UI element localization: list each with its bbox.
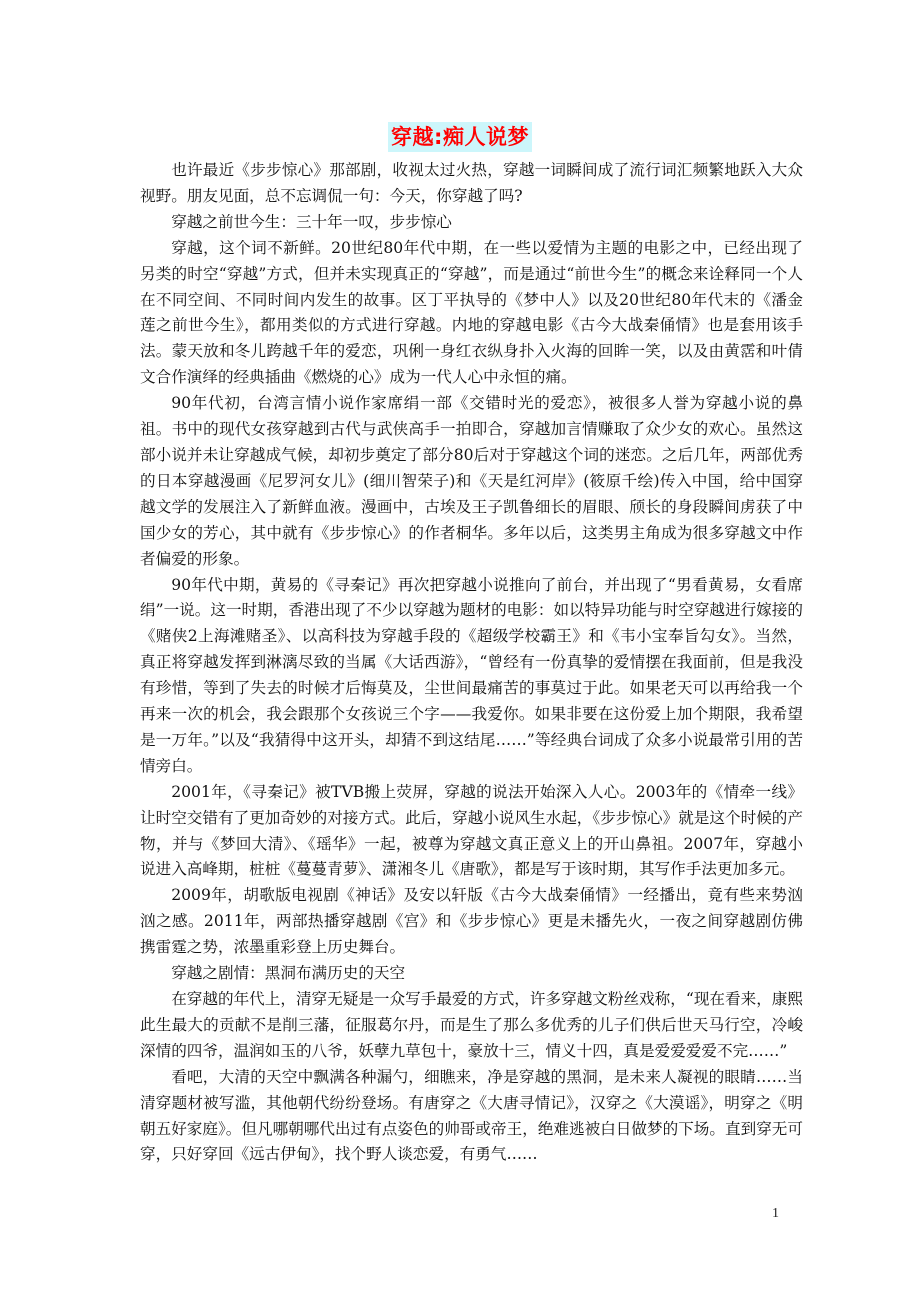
paragraph: 穿越，这个词不新鲜。20世纪80年代中期，在一些以爱情为主题的电影之中，已经出现了另类的时空“穿越”方式，但并未实现真正的“穿越”，而是通过“前世今生”的概念来诠释同一个人在不同空间、不同时间内发生的故事。区丁平执导的《梦中人》以及20世纪80年代末的《潘金莲之前世今生》，都用类似的方式进行穿越。内地的穿越电影《古今大战秦俑情》也是套用该手法。蒙天放和冬儿跨越千年的爱恋，巩俐一身红衣纵身扑入火海的回眸一笑，以及由黄霑和叶倩文合作演绎的经典插曲《燃烧的心》成为一代人心中永恒的痛。 [140,238,803,387]
paragraph: 2009年，胡歌版电视剧《神话》及安以轩版《古今大战秦俑情》一经播出，竟有些来势汹汹之感。2011年，两部热播穿越剧《宫》和《步步惊心》更是未播先火，一夜之间穿越剧仿佛携雷霆之势，浓墨重彩登上历史舞台。 [140,886,803,957]
paragraph: 90年代中期，黄易的《寻秦记》再次把穿越小说推向了前台，并出现了“男看黄易，女看席绢”一说。这一时期，香港出现了不少以穿越为题材的电影：如以特异功能与时空穿越进行嫁接的《赌侠2上海滩赌圣》、以高科技为穿越手段的《超级学校霸王》和《韦小宝奉旨勾女》。当然，真正将穿越发挥到淋漓尽致的当属《大话西游》，“曾经有一份真挚的爱情摆在我面前，但是我没有珍惜，等到了失去的时候才后悔莫及，尘世间最痛苦的事莫过于此。如果老天可以再给我一个再来一次的机会，我会跟那个女孩说三个字——我爱你。如果非要在这份爱上加个期限，我希望是一万年。”以及“我猜得中这开头，却猜不到这结尾……”等经典台词成了众多小说最常引用的苦情旁白。 [140,575,803,775]
section-heading-past-present: 穿越之前世今生：三十年一叹，步步惊心 [171,212,452,231]
page-number: 1 [772,1206,779,1221]
paragraph: 看吧，大清的天空中飘满各种漏勺，细瞧来，净是穿越的黑洞，是未来人凝视的眼睛……当清穿题材被写滥，其他朝代纷纷登场。有唐穿之《大唐寻情记》，汉穿之《大漠谣》，明穿之《明朝五好家庭》。但凡哪朝哪代出过有点姿色的帅哥或帝王，绝难逃被白日做梦的下场。直到穿无可穿，只好穿回《远古伊甸》，找个野人谈恋爱，有勇气…… [140,1067,803,1164]
paragraph-intro: 也许最近《步步惊心》那部剧，收视太过火热，穿越一词瞬间成了流行词汇频繁地跃入大众视野。朋友见面，总不忘调侃一句：今天，你穿越了吗? [140,161,803,205]
paragraph: 90年代初，台湾言情小说作家席绢一部《交错时光的爱恋》，被很多人誉为穿越小说的鼻祖。书中的现代女孩穿越到古代与武侠高手一拍即合，穿越加言情赚取了众少女的欢心。虽然这部小说并未让穿越成气候，却初步奠定了部分80后对于穿越这个词的迷恋。之后几年，两部优秀的日本穿越漫画《尼罗河女儿》(细川智荣子)和《天是红河岸》(筱原千绘)传入中国，给中国穿越文学的发展注入了新鲜血液。漫画中，古埃及王子凯鲁细长的眉眼、颀长的身段瞬间虏获了中国少女的芳心，其中就有《步步惊心》的作者桐华。多年以后，这类男主角成为很多穿越文中作者偏爱的形象。 [140,394,803,568]
document-body [140,158,803,1168]
title-container [0,122,920,152]
paragraph: 2001年，《寻秦记》被TVB搬上荧屏，穿越的说法开始深入人心。2003年的《情牵一线》让时空交错有了更加奇妙的对接方式。此后，穿越小说风生水起，《步步惊心》就是这个时候的产物，并与《梦回大清》、《瑶华》一起，被尊为穿越文真正意义上的开山鼻祖。2007年，穿越小说进入高峰期，桩桩《蔓蔓青萝》、潇湘冬儿《唐歌》，都是写于该时期，其写作手法更加多元。 [140,782,803,879]
paragraph: 在穿越的年代上，清穿无疑是一众写手最爱的方式，许多穿越文粉丝戏称，“现在看来，康熙此生最大的贡献不是削三藩，征服葛尔丹，而是生了那么多优秀的儿子们供后世天马行空，冷峻深情的四爷，温润如玉的八爷，妖孽九草包十，豪放十三，情义十四，真是爱爱爱爱不完……” [140,990,803,1060]
section-heading-plot: 穿越之剧情：黑洞布满历史的天空 [171,964,406,983]
document-title: 穿越:痴人说梦 [388,122,532,152]
